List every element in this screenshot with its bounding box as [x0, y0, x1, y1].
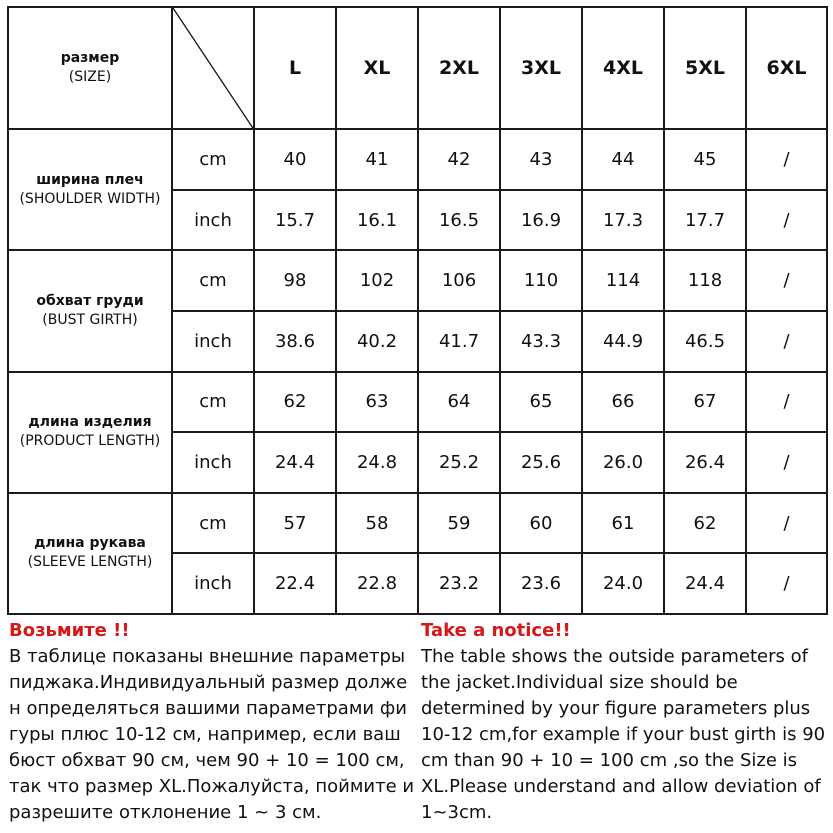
value-cell: 24.4 — [254, 432, 336, 493]
value-cell: / — [746, 432, 827, 493]
header-row — [8, 7, 827, 129]
value-cell: 64 — [418, 372, 500, 433]
value-cell: / — [746, 129, 827, 190]
notice-russian — [9, 618, 415, 826]
value-cell: 106 — [418, 250, 500, 311]
value-cell: 57 — [254, 493, 336, 554]
value-cell: 43.3 — [500, 311, 582, 372]
parameter-label-cell — [8, 372, 172, 493]
value-cell: 24.8 — [336, 432, 418, 493]
value-cell: 60 — [500, 493, 582, 554]
value-cell: 62 — [664, 493, 746, 554]
value-cell: 40.2 — [336, 311, 418, 372]
size-corner-label — [8, 7, 172, 129]
parameter-name-en: (PRODUCT LENGTH) — [19, 433, 161, 450]
size-header-xl: XL — [336, 7, 418, 129]
value-cell: / — [746, 190, 827, 251]
notice-title-ru: Возьмите !! — [9, 620, 130, 641]
value-cell: 46.5 — [664, 311, 746, 372]
value-cell: 102 — [336, 250, 418, 311]
size-label-ru: размер — [60, 50, 120, 67]
unit-cell: cm — [172, 372, 254, 433]
parameter-name-ru: обхват груди — [36, 293, 144, 309]
value-cell: 25.2 — [418, 432, 500, 493]
unit-cell: cm — [172, 250, 254, 311]
parameter-name-ru: длина изделия — [28, 414, 152, 431]
value-cell: 118 — [664, 250, 746, 311]
value-cell: 40 — [254, 129, 336, 190]
value-cell: 23.6 — [500, 553, 582, 614]
value-cell: 59 — [418, 493, 500, 554]
value-cell: 98 — [254, 250, 336, 311]
value-cell: 25.6 — [500, 432, 582, 493]
parameter-label-cell — [8, 129, 172, 250]
value-cell: 44.9 — [582, 311, 664, 372]
value-cell: / — [746, 553, 827, 614]
size-label-en: (SIZE) — [68, 69, 112, 86]
value-cell: 43 — [500, 129, 582, 190]
value-cell: 65 — [500, 372, 582, 433]
diagonal-line — [173, 8, 253, 128]
value-cell: 26.4 — [664, 432, 746, 493]
unit-cell: inch — [172, 311, 254, 372]
value-cell: 42 — [418, 129, 500, 190]
unit-cell: cm — [172, 493, 254, 554]
unit-cell: inch — [172, 432, 254, 493]
parameter-name-ru: длина рукава — [34, 535, 146, 552]
size-header-2xl: 2XL — [418, 7, 500, 129]
notice-body-ru: В таблице показаны внешние параметры пиджака.Индивидуальный размер долже н определяться вашими параметрами фи гуры плюс 10-12 см, например, если ваш бюст обхват 90 см, чем 90 + 10 = 100 см, так что размер XL.Пожалуйста, поймите и разрешите отклонение 1 ~ 3 см. — [9, 646, 415, 823]
unit-cell: inch — [172, 553, 254, 614]
value-cell: 17.7 — [664, 190, 746, 251]
value-cell: 45 — [664, 129, 746, 190]
value-cell: 110 — [500, 250, 582, 311]
size-header-l: L — [254, 7, 336, 129]
value-cell: 61 — [582, 493, 664, 554]
value-cell: / — [746, 493, 827, 554]
notice-title-en: Take a notice!! — [421, 620, 571, 641]
parameter-label-cell — [8, 493, 172, 614]
value-cell: 22.4 — [254, 553, 336, 614]
value-cell: 17.3 — [582, 190, 664, 251]
value-cell: 23.2 — [418, 553, 500, 614]
parameter-label-cell — [8, 250, 172, 371]
value-cell: / — [746, 372, 827, 433]
value-cell: 22.8 — [336, 553, 418, 614]
value-cell: 41 — [336, 129, 418, 190]
value-cell: 62 — [254, 372, 336, 433]
parameter-name-en: (SHOULDER WIDTH) — [19, 190, 161, 207]
table-row — [8, 372, 827, 433]
value-cell: 66 — [582, 372, 664, 433]
value-cell: 16.9 — [500, 190, 582, 251]
value-cell: 44 — [582, 129, 664, 190]
parameter-name-ru: ширина плеч — [36, 171, 144, 188]
size-chart-table — [7, 6, 828, 615]
table-row — [8, 250, 827, 311]
value-cell: 58 — [336, 493, 418, 554]
notice-body-en: The table shows the outside parameters of the jacket.Individual size should be determined by your figure parameters plus 10-12 cm,for example if your bust girth is 90 cm than 90 + 10 = 100 cm ,so the Size is XL.Please understand and allow deviation of 1~3cm. — [421, 646, 826, 823]
value-cell: / — [746, 311, 827, 372]
table-row — [8, 493, 827, 554]
value-cell: 63 — [336, 372, 418, 433]
unit-cell: cm — [172, 129, 254, 190]
size-header-5xl: 5XL — [664, 7, 746, 129]
value-cell: 24.4 — [664, 553, 746, 614]
size-header-3xl: 3XL — [500, 7, 582, 129]
value-cell: 26.0 — [582, 432, 664, 493]
value-cell: 15.7 — [254, 190, 336, 251]
value-cell: 16.1 — [336, 190, 418, 251]
size-header-4xl: 4XL — [582, 7, 664, 129]
value-cell: 41.7 — [418, 311, 500, 372]
value-cell: 24.0 — [582, 553, 664, 614]
size-header-6xl: 6XL — [746, 7, 827, 129]
value-cell: 16.5 — [418, 190, 500, 251]
value-cell: 38.6 — [254, 311, 336, 372]
unit-cell: inch — [172, 190, 254, 251]
diagonal-corner-cell — [172, 7, 254, 129]
value-cell: 114 — [582, 250, 664, 311]
parameter-name-en: (SLEEVE LENGTH) — [27, 554, 153, 571]
table-row — [8, 129, 827, 190]
notice-english — [421, 618, 827, 826]
parameter-name-en: (BUST GIRTH) — [42, 312, 138, 328]
value-cell: 67 — [664, 372, 746, 433]
value-cell: / — [746, 250, 827, 311]
